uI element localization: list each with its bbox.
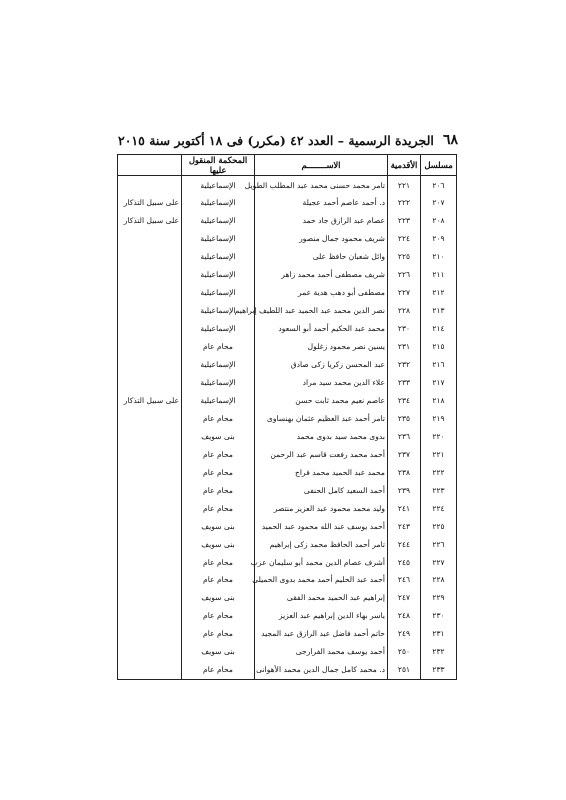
table-row <box>118 463 456 481</box>
table-row <box>118 589 456 607</box>
cell-court: محام عام <box>182 445 255 463</box>
cell-serial: ٢٢٤ <box>421 499 457 517</box>
cell-seniority: ٢٥٠ <box>388 643 421 661</box>
cell-court: بنى سويف <box>182 589 255 607</box>
cell-serial: ٢٣١ <box>421 625 457 643</box>
cell-court: الإسماعيلية <box>182 302 255 320</box>
cell-serial: ٢١١ <box>421 266 457 284</box>
cell-serial: ٢٢٠ <box>421 427 457 445</box>
table-row <box>118 176 456 195</box>
cell-court: الإسماعيلية <box>182 284 255 302</box>
cell-seniority: ٢٣٦ <box>388 427 421 445</box>
cell-seniority: ٢٣٠ <box>388 320 421 338</box>
cell-seniority: ٢٢٣ <box>388 212 421 230</box>
cell-name: محمد عبد الحكيم أحمد أبو السعود <box>255 320 388 338</box>
cell-court: بنى سويف <box>182 643 255 661</box>
cell-serial: ٢٢٧ <box>421 553 457 571</box>
cell-seniority: ٢٣٩ <box>388 481 421 499</box>
cell-name: عاصم نعيم محمد ثابت حسن <box>255 391 388 409</box>
cell-note <box>118 176 182 195</box>
cell-note <box>118 356 182 374</box>
cell-court: بنى سويف <box>182 535 255 553</box>
table-row <box>118 625 456 643</box>
table-row <box>118 338 456 356</box>
cell-name: وليد محمد محمود عبد العزيز منتصر <box>255 499 388 517</box>
cell-name: أحمد عبد الحليم أحمد محمد بدوى الحميلى <box>255 571 388 589</box>
cell-note <box>118 535 182 553</box>
cell-serial: ٢٢٩ <box>421 589 457 607</box>
table-row <box>118 643 456 661</box>
cell-name: علاء الدين محمد سيد مراد <box>255 374 388 392</box>
cell-name: عصام عبد الرازق جاد حمد <box>255 212 388 230</box>
table-row <box>118 248 456 266</box>
table-row <box>118 571 456 589</box>
table-row <box>118 409 456 427</box>
roster-table <box>118 155 456 679</box>
roster-body <box>118 176 456 680</box>
cell-note <box>118 302 182 320</box>
cell-note: على سبيل التذكار <box>123 216 179 226</box>
cell-serial: ٢٣٠ <box>421 607 457 625</box>
cell-court: بنى سويف <box>182 427 255 445</box>
cell-seniority: ٢٢٢ <box>388 194 421 212</box>
cell-note <box>118 607 182 625</box>
cell-note <box>118 625 182 643</box>
cell-seniority: ٢٤٩ <box>388 625 421 643</box>
cell-note <box>118 338 182 356</box>
cell-serial: ٢١٧ <box>421 374 457 392</box>
cell-note <box>118 409 182 427</box>
cell-name: شريف محمود جمال منصور <box>255 230 388 248</box>
table-row <box>118 553 456 571</box>
cell-seniority: ٢٤٣ <box>388 517 421 535</box>
cell-serial: ٢٢٢ <box>421 463 457 481</box>
cell-court: الإسماعيلية <box>182 374 255 392</box>
table-header-row <box>118 155 456 176</box>
cell-name: ياسر بهاء الدين إبراهيم عبد العزيز <box>255 607 388 625</box>
cell-name: تامر أحمد عبد العظيم عثمان بهنساوى <box>255 409 388 427</box>
cell-name: وائل شعبان حافظ على <box>255 248 388 266</box>
table-row <box>118 427 456 445</box>
cell-seniority: ٢٣٤ <box>388 391 421 409</box>
col-header-note <box>118 155 182 176</box>
cell-serial: ٢٢٦ <box>421 535 457 553</box>
cell-note <box>118 445 182 463</box>
cell-note <box>118 374 182 392</box>
table-row <box>118 212 456 230</box>
cell-serial: ٢٢١ <box>421 445 457 463</box>
cell-name: شريف مصطفى أحمد محمد زاهر <box>255 266 388 284</box>
col-header-court: المحكمة المنقول عليها <box>182 155 255 176</box>
col-header-seniority: الأقدمية <box>388 155 421 176</box>
cell-seniority: ٢٤٨ <box>388 607 421 625</box>
cell-serial: ٢١٦ <box>421 356 457 374</box>
cell-note <box>118 320 182 338</box>
table-row <box>118 661 456 679</box>
cell-name: مصطفى أبو دهب هدية عمر <box>255 284 388 302</box>
cell-name: يسين نصر محمود زغلول <box>255 338 388 356</box>
cell-seniority: ٢٥١ <box>388 661 421 679</box>
cell-serial: ٢١٠ <box>421 248 457 266</box>
cell-seniority: ٢٢٧ <box>388 284 421 302</box>
cell-court: الإسماعيلية <box>182 356 255 374</box>
table-row <box>118 194 456 212</box>
cell-seniority: ٢٣١ <box>388 338 421 356</box>
cell-note <box>118 661 182 679</box>
cell-note <box>118 553 182 571</box>
cell-court: محام عام <box>182 338 255 356</box>
table-row <box>118 320 456 338</box>
cell-name: تامر أحمد الحافظ محمد زكى إبراهيم <box>255 535 388 553</box>
cell-seniority: ٢٤٧ <box>388 589 421 607</box>
cell-note <box>118 463 182 481</box>
cell-court: محام عام <box>182 553 255 571</box>
cell-name: د. أحمد عاصم أحمد عجيلة <box>255 194 388 212</box>
cell-serial: ٢٢٥ <box>421 517 457 535</box>
cell-serial: ٢٢٣ <box>421 481 457 499</box>
cell-seniority: ٢٤٥ <box>388 553 421 571</box>
cell-name: أحمد يوسف محمد الفرارجى <box>255 643 388 661</box>
cell-court: الإسماعيلية <box>182 391 255 409</box>
cell-name: محمد عبد الحميد محمد فراج <box>255 463 388 481</box>
cell-serial: ٢١٩ <box>421 409 457 427</box>
cell-serial: ٢٣٣ <box>421 661 457 679</box>
cell-note <box>118 230 182 248</box>
cell-court: الإسماعيلية <box>182 212 255 230</box>
cell-seniority: ٢٢٥ <box>388 248 421 266</box>
cell-name: د. محمد كامل جمال الدين محمد الأهوانى <box>255 661 388 679</box>
cell-serial: ٢١٢ <box>421 284 457 302</box>
cell-name: إبراهيم عبد الحميد محمد الفقى <box>255 589 388 607</box>
cell-note <box>118 589 182 607</box>
cell-note <box>118 248 182 266</box>
roster-table-frame <box>117 154 457 680</box>
cell-serial: ٢٠٦ <box>421 176 457 195</box>
cell-court: محام عام <box>182 571 255 589</box>
cell-seniority: ٢٣٥ <box>388 409 421 427</box>
table-row <box>118 517 456 535</box>
cell-court: محام عام <box>182 607 255 625</box>
cell-serial: ٢١٤ <box>421 320 457 338</box>
cell-name: أشرف عصام الدين محمد أبو سليمان عزب <box>255 553 388 571</box>
table-row <box>118 499 456 517</box>
cell-note: على سبيل التذكار <box>123 198 179 208</box>
cell-court: الإسماعيلية <box>182 176 255 195</box>
cell-serial: ٢١٥ <box>421 338 457 356</box>
cell-seniority: ٢٤١ <box>388 499 421 517</box>
cell-court: بنى سويف <box>182 517 255 535</box>
cell-court: محام عام <box>182 481 255 499</box>
cell-court: محام عام <box>182 409 255 427</box>
cell-court: محام عام <box>182 625 255 643</box>
table-row <box>118 302 456 320</box>
cell-court: الإسماعيلية <box>182 320 255 338</box>
cell-note <box>118 427 182 445</box>
cell-name: عبد المحسن زكريا زكى صادق <box>255 356 388 374</box>
cell-court: محام عام <box>182 463 255 481</box>
table-row <box>118 230 456 248</box>
cell-seniority: ٢٢٨ <box>388 302 421 320</box>
cell-seniority: ٢٣٣ <box>388 374 421 392</box>
cell-name: أحمد السعيد كامل الحنفى <box>255 481 388 499</box>
cell-note <box>118 481 182 499</box>
cell-seniority: ٢٣٢ <box>388 356 421 374</box>
table-row <box>118 535 456 553</box>
table-row <box>118 445 456 463</box>
cell-seniority: ٢٢٦ <box>388 266 421 284</box>
cell-seniority: ٢٤٦ <box>388 571 421 589</box>
col-header-serial: مسلسل <box>421 155 457 176</box>
cell-serial: ٢٠٨ <box>421 212 457 230</box>
cell-serial: ٢٠٩ <box>421 230 457 248</box>
cell-serial: ٢١٨ <box>421 391 457 409</box>
page-header <box>118 128 458 152</box>
cell-name: بدوى محمد سيد بدوى محمد <box>255 427 388 445</box>
table-row <box>118 391 456 409</box>
cell-court: الإسماعيلية <box>182 230 255 248</box>
table-row <box>118 481 456 499</box>
cell-court: الإسماعيلية <box>182 248 255 266</box>
cell-serial: ٢٣٢ <box>421 643 457 661</box>
cell-note <box>118 571 182 589</box>
table-row <box>118 356 456 374</box>
cell-name: نصر الدين محمد عبد الحميد عبد اللطيف إبراهيم <box>255 302 388 320</box>
table-row <box>118 284 456 302</box>
cell-court: محام عام <box>182 499 255 517</box>
cell-seniority: ٢٤٤ <box>388 535 421 553</box>
col-header-name: الاســــــــم <box>255 155 388 176</box>
cell-note <box>118 517 182 535</box>
cell-note <box>118 499 182 517</box>
cell-seniority: ٢٢١ <box>388 176 421 195</box>
cell-court: الإسماعيلية <box>182 194 255 212</box>
cell-serial: ٢٢٨ <box>421 571 457 589</box>
table-row <box>118 374 456 392</box>
cell-note <box>118 643 182 661</box>
cell-court: الإسماعيلية <box>182 266 255 284</box>
cell-court: محام عام <box>182 661 255 679</box>
cell-name: حاتم أحمد فاضل عبد الرازق عبد المجيد <box>255 625 388 643</box>
cell-seniority: ٢٢٤ <box>388 230 421 248</box>
cell-note: على سبيل التذكار <box>123 395 179 405</box>
table-row <box>118 607 456 625</box>
cell-name: أحمد محمد رفعت قاسم عبد الرحمن <box>255 445 388 463</box>
cell-serial: ٢٠٧ <box>421 194 457 212</box>
gazette-title: الجريدة الرسمية – العدد ٤٢ (مكرر) فى ١٨ أكتوبر سنة ٢٠١٥ <box>118 132 434 148</box>
page-number: ٦٨ <box>442 132 458 148</box>
cell-note <box>118 266 182 284</box>
cell-name: تامر محمد حسنى محمد عبد المطلب الطويل <box>255 176 388 195</box>
table-row <box>118 266 456 284</box>
cell-seniority: ٢٣٨ <box>388 463 421 481</box>
cell-seniority: ٢٣٧ <box>388 445 421 463</box>
cell-note <box>118 284 182 302</box>
cell-name: أحمد يوسف عبد الله محمود عبد الحميد <box>255 517 388 535</box>
cell-serial: ٢١٣ <box>421 302 457 320</box>
